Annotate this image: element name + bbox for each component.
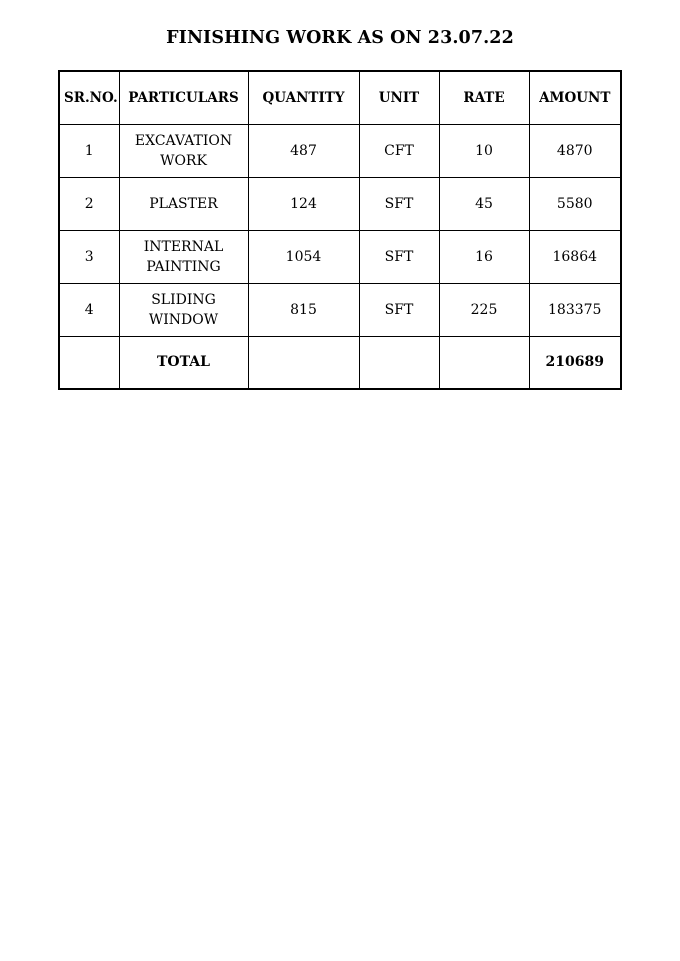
- total-row: [59, 336, 621, 389]
- header-amount: AMOUNT: [529, 71, 621, 124]
- cell-quantity-empty: [248, 336, 359, 389]
- header-unit: UNIT: [359, 71, 439, 124]
- cell-particulars: [119, 177, 248, 230]
- header-particulars: PARTICULARS: [119, 71, 248, 124]
- cell-sr-no: 3: [59, 230, 119, 283]
- header-quantity: QUANTITY: [248, 71, 359, 124]
- cell-particulars: [119, 283, 248, 336]
- cell-sr-no: 4: [59, 283, 119, 336]
- cell-amount: 183375: [529, 283, 621, 336]
- cell-sr-no-empty: [59, 336, 119, 389]
- cell-sr-no: 2: [59, 177, 119, 230]
- cell-unit: CFT: [359, 124, 439, 177]
- header-sr-no: SR.NO.: [59, 71, 119, 124]
- cell-particulars: [119, 230, 248, 283]
- cell-particulars: [119, 124, 248, 177]
- cell-rate: 225: [439, 283, 529, 336]
- total-label: TOTAL: [119, 336, 248, 389]
- cell-unit-empty: [359, 336, 439, 389]
- cell-quantity: 815: [248, 283, 359, 336]
- particulars-text: EXCAVATION WORK: [134, 132, 233, 169]
- cell-rate: 16: [439, 230, 529, 283]
- page-title: FINISHING WORK AS ON 23.07.22: [166, 28, 514, 48]
- cell-amount: 16864: [529, 230, 621, 283]
- work-table: [58, 70, 622, 390]
- particulars-text: INTERNAL PAINTING: [143, 238, 224, 275]
- cell-unit: SFT: [359, 177, 439, 230]
- particulars-text: SLIDING WINDOW: [148, 291, 219, 328]
- table-row: [59, 230, 621, 283]
- cell-rate-empty: [439, 336, 529, 389]
- particulars-text: PLASTER: [149, 195, 218, 212]
- header-rate: RATE: [439, 71, 529, 124]
- cell-unit: SFT: [359, 283, 439, 336]
- cell-quantity: 487: [248, 124, 359, 177]
- cell-quantity: 1054: [248, 230, 359, 283]
- table-row: [59, 177, 621, 230]
- table-header-row: [59, 71, 621, 124]
- cell-quantity: 124: [248, 177, 359, 230]
- total-amount: 210689: [529, 336, 621, 389]
- table-row: [59, 283, 621, 336]
- cell-sr-no: 1: [59, 124, 119, 177]
- cell-unit: SFT: [359, 230, 439, 283]
- cell-rate: 10: [439, 124, 529, 177]
- cell-rate: 45: [439, 177, 529, 230]
- cell-amount: 4870: [529, 124, 621, 177]
- table-row: [59, 124, 621, 177]
- cell-amount: 5580: [529, 177, 621, 230]
